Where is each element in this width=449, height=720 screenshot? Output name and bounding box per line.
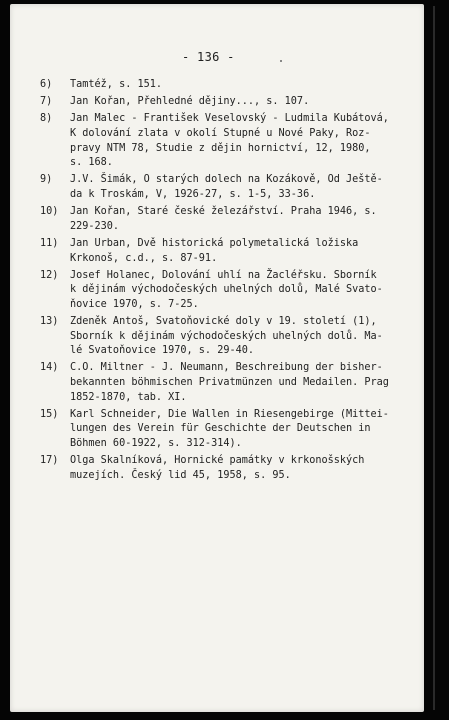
ink-speck: [280, 60, 282, 62]
reference-item: [40, 454, 400, 483]
reference-line: lé Svatoňovice 1970, s. 29-40.: [70, 345, 255, 357]
reference-item: [40, 361, 400, 405]
reference-line: muzejích. Český lid 45, 1958, s. 95.: [70, 469, 291, 481]
reference-line: bekannten böhmischen Privatmünzen und Medailen. Prag: [70, 377, 389, 389]
reference-line: ňovice 1970, s. 7-25.: [70, 298, 199, 310]
reference-item: [40, 78, 400, 93]
reference-line: Olga Skalníková, Hornické památky v krkonošských: [70, 455, 365, 467]
reference-number: 13): [40, 316, 59, 328]
reference-item: [40, 269, 400, 313]
reference-line: da k Troskám, V, 1926-27, s. 1-5, 33-36.: [70, 188, 316, 200]
reference-item: [40, 205, 400, 234]
reference-line: Sborník k dějinám východočeských uhelných dolů. Ma-: [70, 330, 383, 342]
reference-text: [70, 269, 400, 313]
reference-number: 8): [40, 113, 53, 125]
reference-line: C.O. Miltner - J. Neumann, Beschreibung der bisher-: [70, 362, 383, 374]
reference-line: J.V. Šimák, O starých dolech na Kozákově, Od Ještě-: [70, 174, 383, 186]
reference-item: [40, 315, 400, 359]
reference-line: Krkonoš, c.d., s. 87-91.: [70, 252, 218, 264]
reference-line: Zdeněk Antoš, Svatoňovické doly v 19. století (1),: [70, 316, 377, 328]
reference-number: 17): [40, 455, 59, 467]
reference-line: Tamtéž, s. 151.: [70, 79, 163, 90]
page-number: - 136 -: [182, 50, 235, 64]
reference-line: Jan Kořan, Staré české železářství. Praha 1946, s.: [70, 206, 377, 218]
reference-text: [70, 361, 400, 405]
reference-line: Josef Holanec, Dolování uhlí na Žacléřsku. Sborník: [70, 269, 377, 281]
reference-number: 10): [40, 206, 59, 218]
reference-item: [40, 112, 400, 170]
reference-line: K dolování zlata v okolí Stupné u Nové Paky, Roz-: [70, 127, 371, 139]
reference-number: 7): [40, 96, 53, 108]
reference-text: [70, 237, 400, 266]
reference-text: [70, 205, 400, 234]
reference-number: 12): [40, 269, 59, 281]
reference-number: 6): [40, 79, 53, 90]
reference-number: 15): [40, 408, 59, 420]
reference-text: [70, 408, 400, 452]
reference-line: s. 168.: [70, 157, 113, 169]
reference-text: [70, 95, 400, 110]
reference-line: k dějinám východočeských uhelných dolů, Malé Svato-: [70, 284, 383, 296]
reference-number: 9): [40, 174, 53, 186]
reference-line: Jan Kořan, Přehledné dějiny..., s. 107.: [70, 96, 310, 108]
reference-line: Karl Schneider, Die Wallen in Riesengebirge (Mittei-: [70, 408, 389, 420]
reference-number: 11): [40, 237, 59, 249]
reference-line: Jan Urban, Dvě historická polymetalická ložiska: [70, 237, 359, 249]
reference-item: [40, 173, 400, 202]
reference-item: [40, 237, 400, 266]
reference-number: 14): [40, 362, 59, 374]
reference-list: [40, 78, 400, 486]
reference-line: Jan Malec - František Veselovský - Ludmila Kubátová,: [70, 113, 389, 125]
reference-item: [40, 408, 400, 452]
reference-text: [70, 315, 400, 359]
reference-line: Böhmen 60-1922, s. 312-314).: [70, 438, 242, 449]
reference-text: [70, 454, 400, 483]
document-page: [10, 4, 424, 712]
reference-line: 1852-1870, tab. XI.: [70, 391, 187, 403]
page-edge-shadow: [433, 6, 435, 710]
reference-text: [70, 112, 400, 170]
reference-line: 229-230.: [70, 220, 120, 232]
reference-text: [70, 173, 400, 202]
reference-line: pravy NTM 78, Studie z dějin hornictví, 12, 1980,: [70, 142, 371, 154]
reference-text: [70, 78, 400, 93]
reference-item: [40, 95, 400, 110]
reference-line: lungen des Verein für Geschichte der Deutschen in: [70, 423, 371, 435]
